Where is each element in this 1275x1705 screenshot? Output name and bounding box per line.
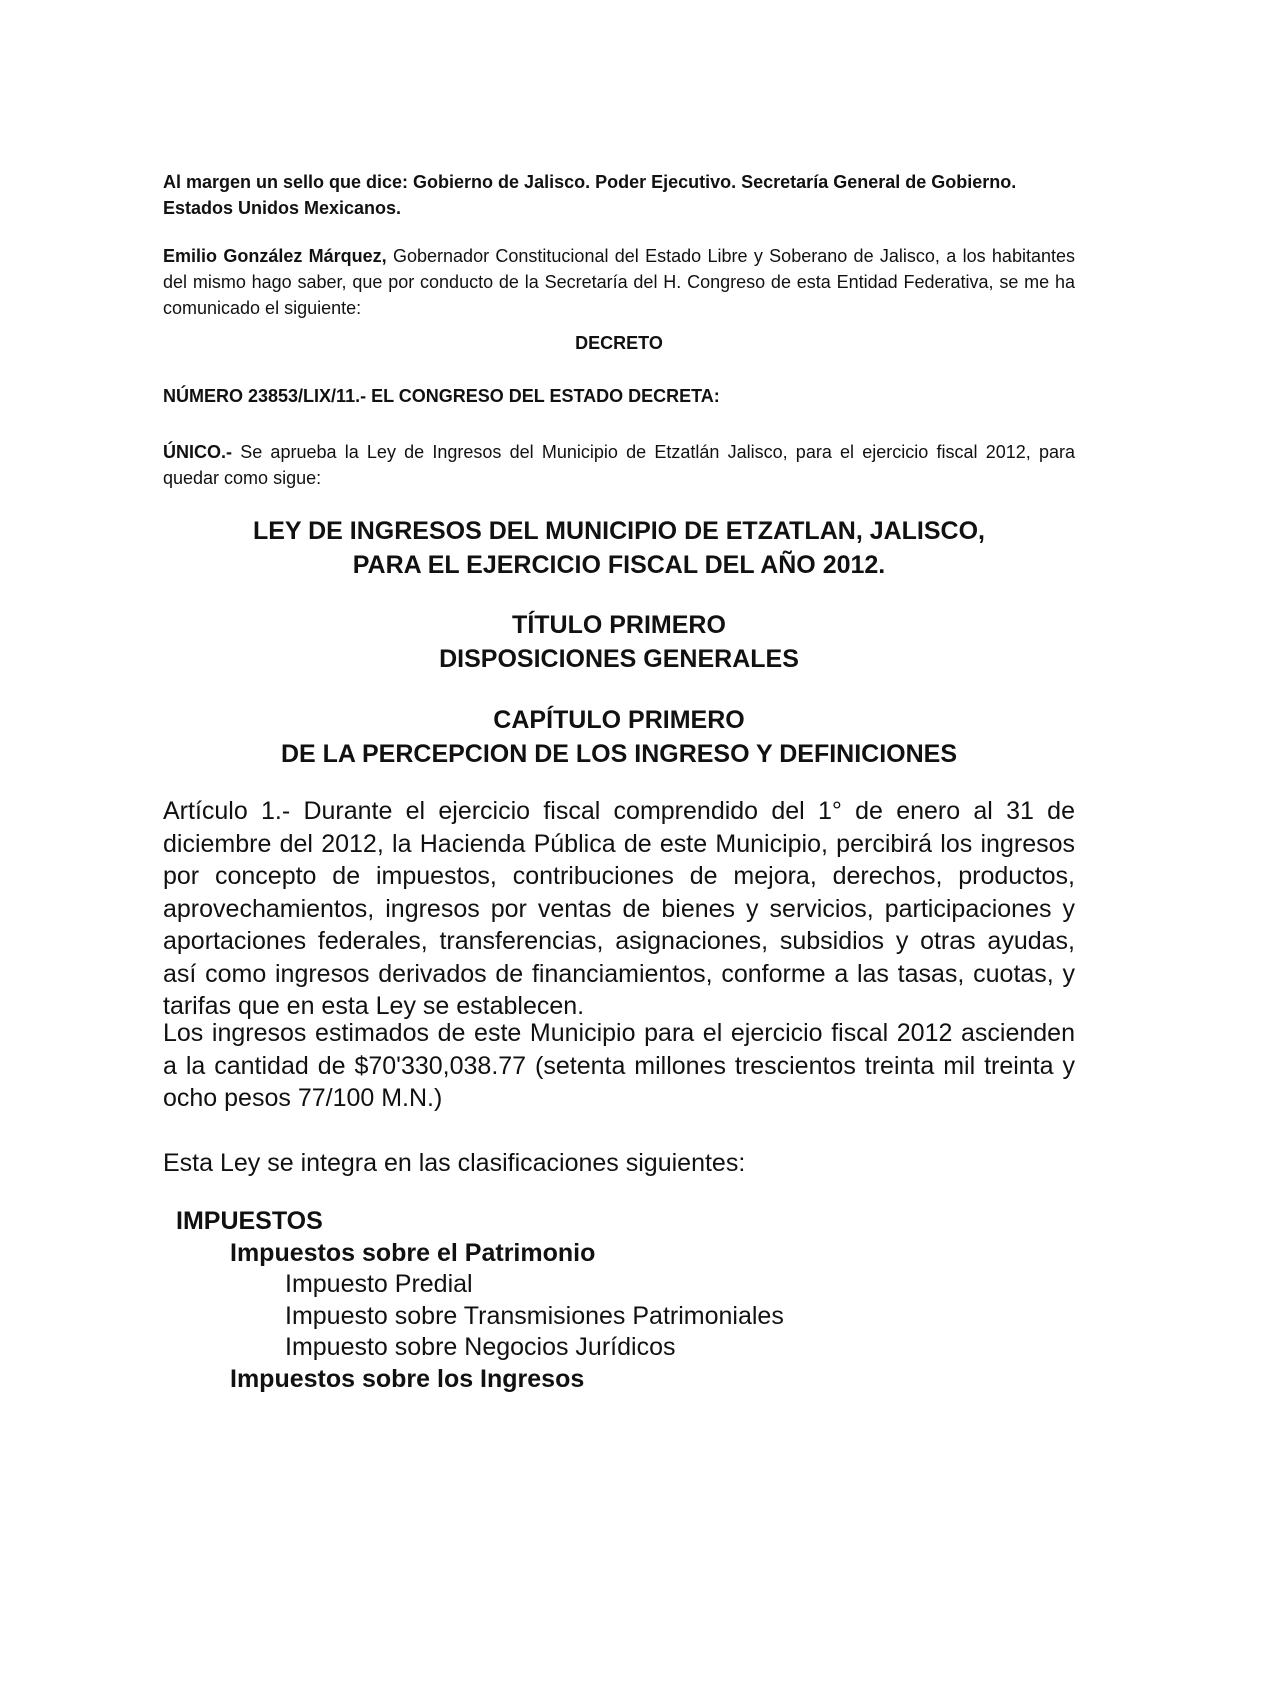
- list-item: Impuesto sobre Transmisiones Patrimoniales: [285, 1301, 784, 1330]
- unico-paragraph: [163, 439, 1075, 491]
- list-item: Impuesto sobre Negocios Jurídicos: [285, 1333, 676, 1361]
- decree-number: NÚMERO 23853/LIX/11.- EL CONGRESO DEL ESTADO DECRETA:: [163, 386, 720, 406]
- classification-list: [176, 1206, 1076, 1395]
- unico-label: ÚNICO.-: [163, 442, 232, 462]
- estimate-paragraph: Los ingresos estimados de este Municipio para el ejercicio fiscal 2012 ascienden a la cantidad de $70'330,038.77 (setenta millones trescientos treinta mil treinta y ocho pesos 77/100 M.N.): [163, 1019, 1075, 1112]
- unico-text: Se aprueba la Ley de Ingresos del Municipio de Etzatlán Jalisco, para el ejercicio fiscal 2012, para quedar como sigue:: [163, 442, 1075, 488]
- law-title-line2: PARA EL EJERCICIO FISCAL DEL AÑO 2012.: [352, 551, 886, 579]
- capitulo-line1: CAPÍTULO PRIMERO: [493, 706, 745, 734]
- governor-name: Emilio González Márquez,: [163, 246, 387, 266]
- titulo-line1: TÍTULO PRIMERO: [512, 611, 726, 639]
- capitulo-line2: DE LA PERCEPCION DE LOS INGRESO Y DEFINICIONES: [280, 740, 958, 768]
- intro-text: Gobernador Constitucional del Estado Libre y Soberano de Jalisco, a los habitantes del mismo hago saber, que por conducto de la Secretaría del H. Congreso de esta Entidad Federativa, se me ha comunicado el siguiente:: [163, 246, 1075, 318]
- seal-note: Al margen un sello que dice: Gobierno de Jalisco. Poder Ejecutivo. Secretaría General de Gobierno. Estados Unidos Mexicanos.: [163, 172, 1017, 218]
- capitulo-heading: [163, 703, 1075, 771]
- titulo-line2: DISPOSICIONES GENERALES: [439, 645, 799, 673]
- classification-intro: Esta Ley se integra en las clasificaciones siguientes:: [163, 1149, 746, 1177]
- patrimonio-items: [176, 1269, 1076, 1364]
- decree-title: DECRETO: [575, 333, 663, 353]
- list-item: Impuesto Predial: [285, 1270, 473, 1298]
- classification-heading: IMPUESTOS: [176, 1207, 323, 1235]
- classification-group-ingresos: Impuestos sobre los Ingresos: [230, 1364, 585, 1393]
- titulo-heading: [163, 608, 1075, 676]
- law-title-line1: LEY DE INGRESOS DEL MUNICIPIO DE ETZATLAN, JALISCO,: [252, 517, 986, 545]
- law-title: [163, 514, 1075, 582]
- classification-group-patrimonio: Impuestos sobre el Patrimonio: [230, 1238, 596, 1267]
- article-1: Artículo 1.- Durante el ejercicio fiscal comprendido del 1° de enero al 31 de diciembre del 2012, la Hacienda Pública de este Municipio, percibirá los ingresos por concepto de impuestos, contribuciones de mejora, derechos, productos, aprovechamientos, ingresos por ventas de bienes y servicios, participaciones y aportaciones federales, transferencias, asignaciones, subsidios y otras ayudas, así como ingresos derivados de financiamientos, conforme a las tasas, cuotas, y tarifas que en esta Ley se establecen.: [163, 797, 1075, 1020]
- intro-paragraph: [163, 243, 1075, 321]
